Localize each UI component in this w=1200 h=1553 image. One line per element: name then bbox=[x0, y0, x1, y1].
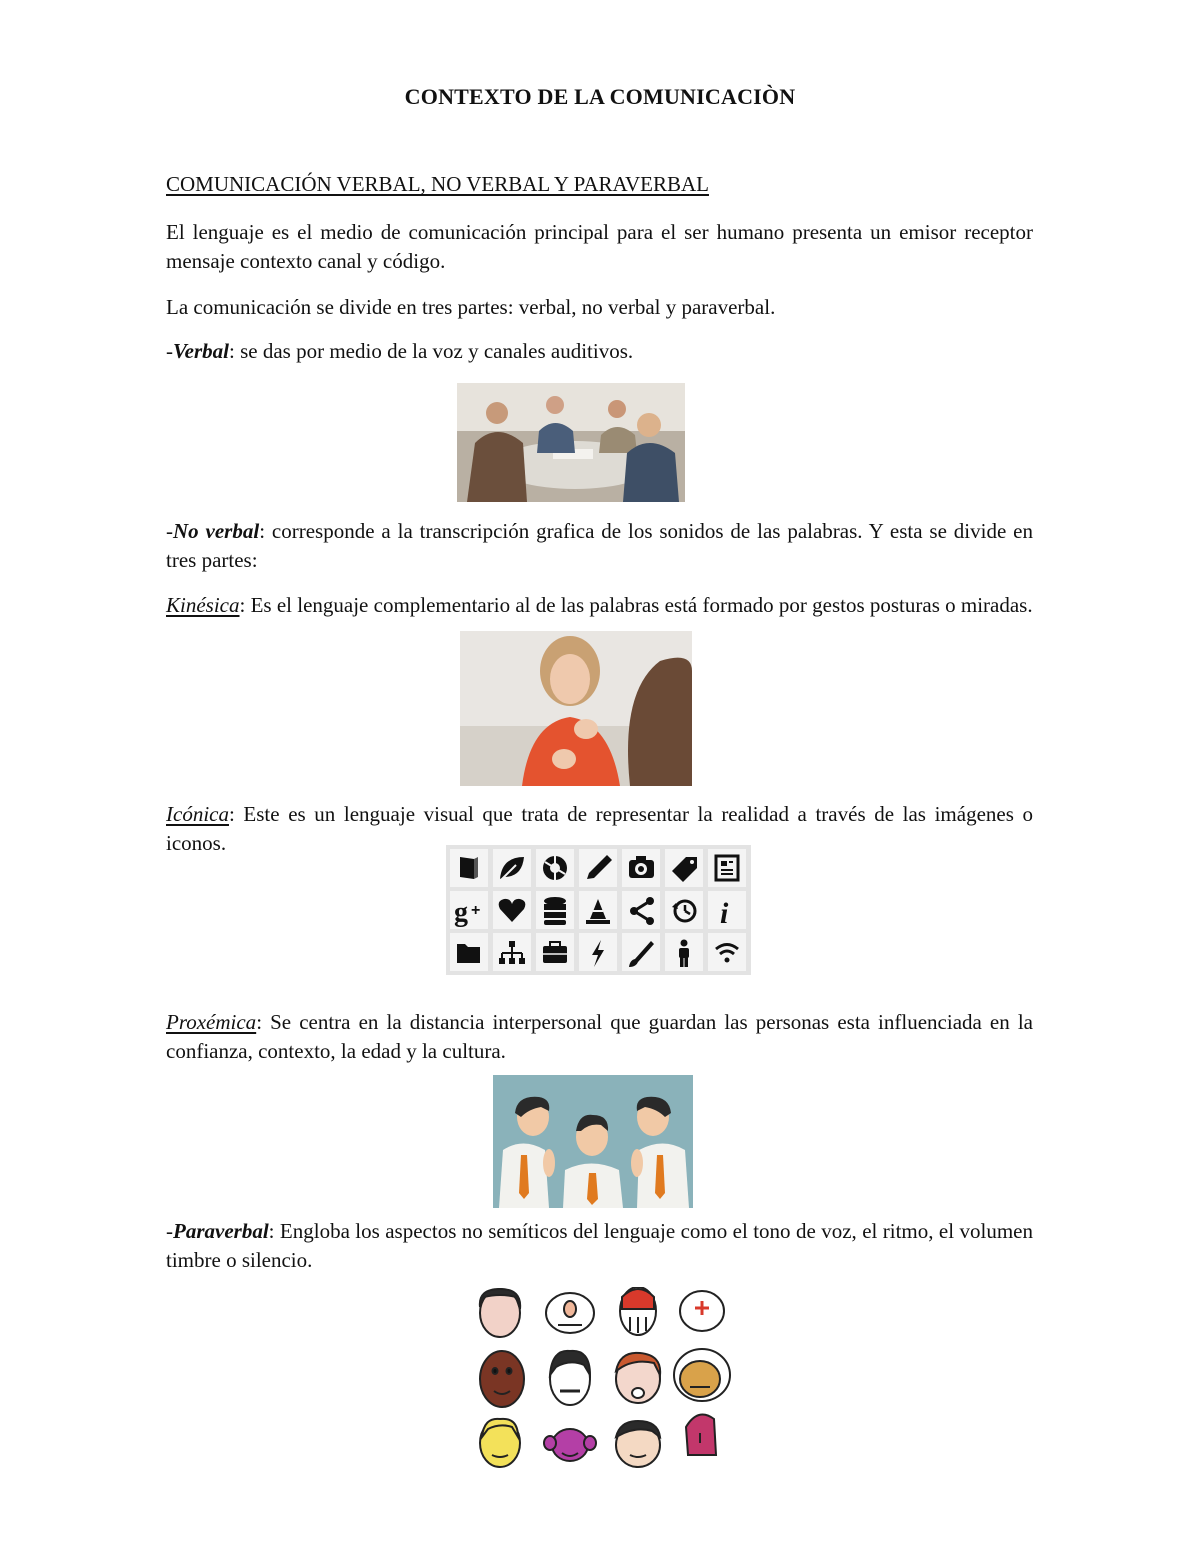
svg-text:i: i bbox=[720, 897, 729, 930]
no-verbal-text: : corresponde a la transcripción grafica de los sonidos de las palabras. Y esta se divide en tres partes: bbox=[166, 519, 1033, 572]
icon-grid bbox=[446, 845, 751, 975]
svg-text:g: g bbox=[454, 897, 468, 928]
proxemics-illustration bbox=[493, 1075, 693, 1208]
icon-grid-svg bbox=[446, 845, 751, 975]
verbal-term: Verbal bbox=[173, 339, 230, 363]
proxemica-paragraph bbox=[166, 1008, 1033, 1066]
paraverbal-prefix: - bbox=[166, 1219, 173, 1243]
division-paragraph: La comunicación se divide en tres partes: verbal, no verbal y paraverbal. bbox=[166, 295, 776, 319]
intro-paragraph: El lenguaje es el medio de comunicación principal para el ser humano presenta un emisor receptor mensaje contexto canal y código. bbox=[166, 220, 1033, 273]
no-verbal-prefix: - bbox=[166, 519, 173, 543]
svg-text:+: + bbox=[471, 902, 481, 919]
sign-language-photo bbox=[460, 631, 692, 786]
book-icon bbox=[460, 857, 478, 879]
verbal-text: : se das por medio de la voz y canales auditivos. bbox=[229, 339, 634, 363]
kinesica-paragraph bbox=[166, 591, 1033, 620]
paraverbal-term: Paraverbal bbox=[173, 1219, 269, 1243]
proxemica-term: Proxémica bbox=[166, 1010, 257, 1034]
verbal-paragraph bbox=[166, 337, 1033, 366]
page-title: CONTEXTO DE LA COMUNICACIÒN bbox=[404, 84, 796, 109]
kinesica-text: : Es el lenguaje complementario al de las palabras está formado por gestos posturas o miradas. bbox=[239, 593, 1033, 617]
verbal-prefix: - bbox=[166, 339, 173, 363]
aperture-icon bbox=[543, 856, 567, 880]
faces-illustration bbox=[470, 1287, 735, 1472]
group-meeting-photo bbox=[457, 383, 685, 502]
paraverbal-paragraph bbox=[166, 1217, 1033, 1275]
iconica-text: : Este es un lenguaje visual que trata de representar la realidad a través de las imágenes o iconos. bbox=[166, 802, 1033, 855]
paraverbal-text: : Engloba los aspectos no semíticos del lenguaje como el tono de voz, el ritmo, el volumen timbre o silencio. bbox=[166, 1219, 1033, 1272]
no-verbal-paragraph bbox=[166, 517, 1033, 575]
kinesica-term: Kinésica bbox=[166, 593, 240, 617]
no-verbal-term: No verbal bbox=[173, 519, 260, 543]
info-icon bbox=[720, 897, 729, 930]
iconica-term: Icónica bbox=[166, 802, 229, 826]
section-heading: COMUNICACIÓN VERBAL, NO VERBAL Y PARAVERBAL bbox=[166, 172, 709, 196]
proxemica-text: : Se centra en la distancia interpersonal que guardan las personas esta influenciada en la confianza, contexto, la edad y la cultura. bbox=[166, 1010, 1033, 1063]
